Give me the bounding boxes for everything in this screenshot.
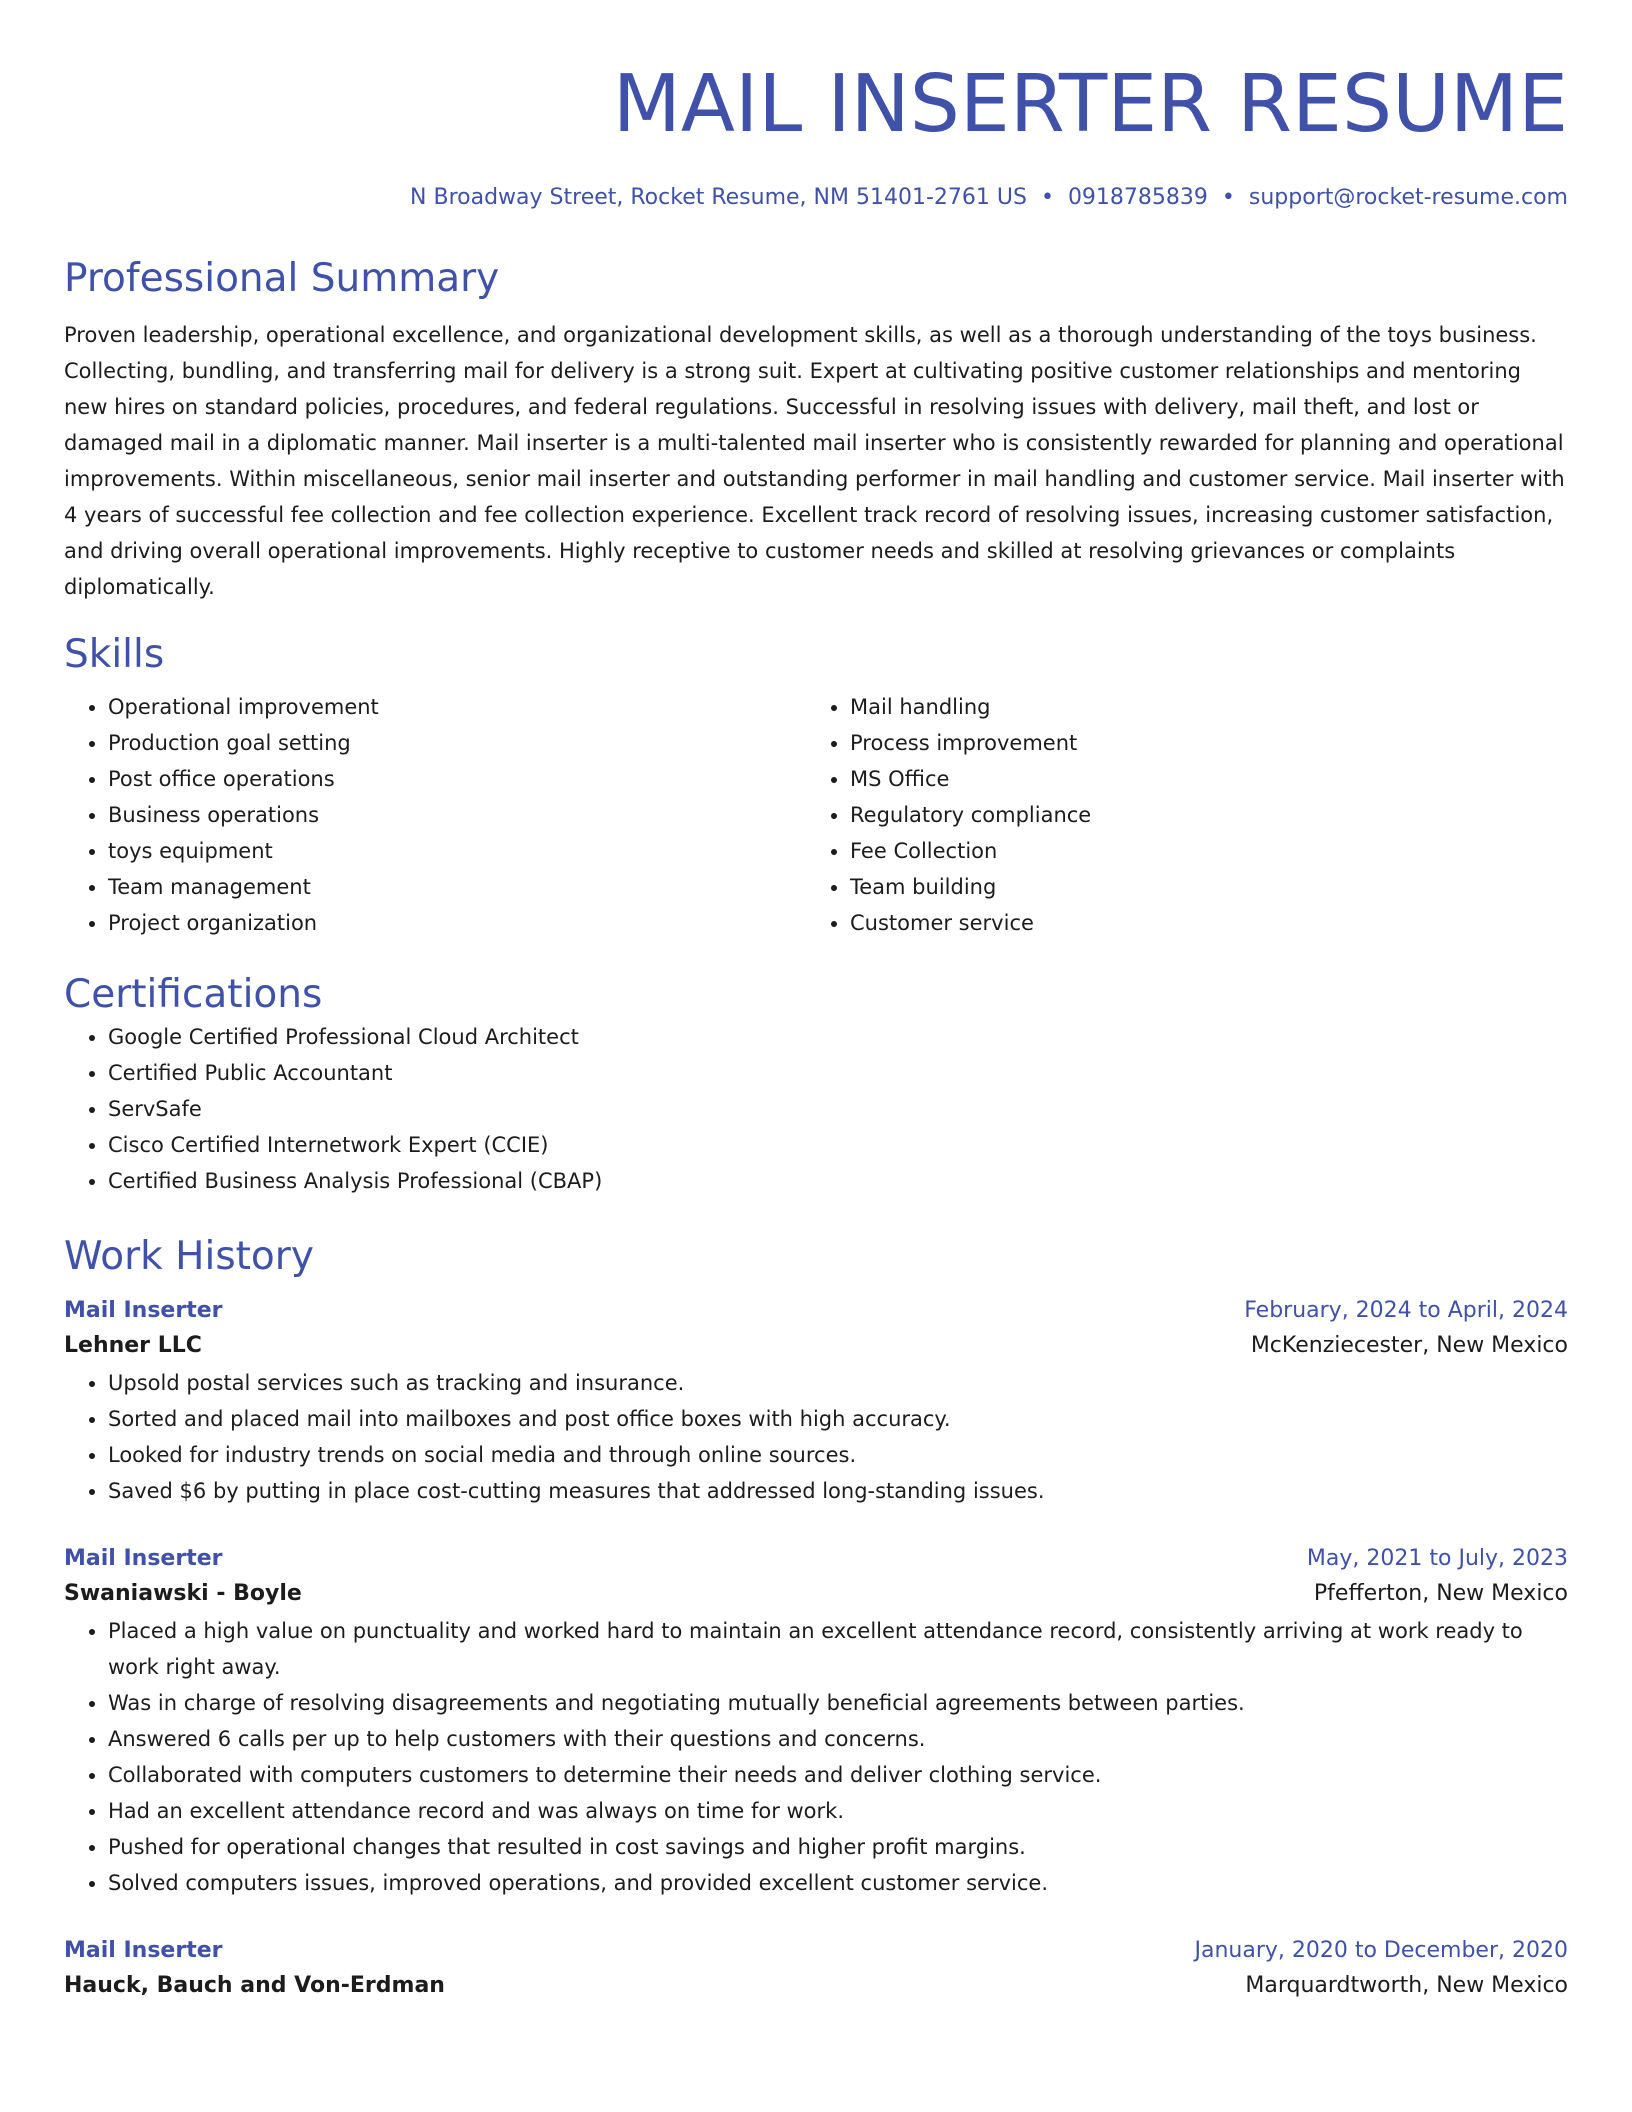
summary-text: Proven leadership, operational excellence, and organizational development skills, as well as a thorough understanding of the toys business. Collecting, bundling, and transferring mail for delivery is a strong suit. Expert at cultivating positive customer relationships and mentoring new hires on standard policies, procedures, and federal regulations. Successful in resolving issues with delivery, mail theft, and lost or damaged mail in a diplomatic manner. Mail inserter is a multi-talented mail inserter who is consistently rewarded for planning and operational improvements. Within miscellaneous, senior mail inserter and outstanding performer in mail handling and customer service. Mail inserter with 4 years of successful fee collection and fee collection experience. Excellent track record of resolving issues, increasing customer satisfaction, and driving overall operational improvements. Highly receptive to customer needs and skilled at resolving grievances or complaints diplomatically.: [64, 323, 1565, 599]
job-bullet: • Looked for industry trends on social media and through online sources.: [108, 1437, 1568, 1473]
job-header-row: [64, 1543, 1568, 1575]
job-bullet: • Answered 6 calls per up to help customers with their questions and concerns.: [108, 1721, 1568, 1757]
job-title: Mail Inserter: [64, 1546, 223, 1571]
job-location: McKenziecester, New Mexico: [1250, 1333, 1568, 1358]
job-bullet: • Saved $6 by putting in place cost-cutting measures that addressed long-standing issues.: [108, 1473, 1568, 1509]
job-bullet: • Pushed for operational changes that resulted in cost savings and higher profit margins.: [108, 1829, 1568, 1865]
skills-heading: Skills: [64, 632, 165, 677]
contact-separator: •: [1221, 185, 1235, 210]
skill-item: • Production goal setting: [108, 725, 806, 761]
skills-grid: [64, 689, 1568, 941]
job-bullet: • Solved computers issues, improved operations, and provided excellent customer service.: [108, 1865, 1568, 1901]
resume-page: [64, 0, 1568, 2005]
job-location: Pfefferton, New Mexico: [1313, 1581, 1568, 1606]
job-company-row: [64, 1575, 1568, 1613]
job-entry: [64, 1543, 1568, 1901]
contact-phone: 0918785839: [1067, 185, 1208, 210]
job-company-row: [64, 1967, 1568, 2005]
job-company: Hauck, Bauch and Von-Erdman: [64, 1973, 445, 1998]
job-location: Marquardtworth, New Mexico: [1245, 1973, 1568, 1998]
skill-item: • Post office operations: [108, 761, 806, 797]
certification-item: • Certified Public Accountant: [108, 1055, 1568, 1091]
job-bullet: • Sorted and placed mail into mailboxes and post office boxes with high accuracy.: [108, 1401, 1568, 1437]
job-company-row: [64, 1327, 1568, 1365]
certification-item: • Certified Business Analysis Professional (CBAP): [108, 1163, 1568, 1199]
certifications-heading: Certifications: [64, 972, 323, 1017]
job-company: Swaniawski - Boyle: [64, 1581, 302, 1606]
skill-item: • Customer service: [850, 905, 1548, 941]
job-header-row: [64, 1935, 1568, 1967]
skill-item: • Mail handling: [850, 689, 1548, 725]
skill-item: • Regulatory compliance: [850, 797, 1548, 833]
job-title: Mail Inserter: [64, 1938, 223, 1963]
job-company: Lehner LLC: [64, 1333, 202, 1358]
certification-item: • ServSafe: [108, 1091, 1568, 1127]
job-bullet: • Collaborated with computers customers to determine their needs and deliver clothing service.: [108, 1757, 1568, 1793]
job-dates: January, 2020 to December, 2020: [1194, 1938, 1568, 1963]
skill-item: • Process improvement: [850, 725, 1548, 761]
skill-item: • Operational improvement: [108, 689, 806, 725]
certifications-list: [64, 1019, 1568, 1199]
skills-list-right: [806, 689, 1548, 941]
job-dates: May, 2021 to July, 2023: [1306, 1546, 1568, 1571]
job-bullets: [64, 1365, 1568, 1509]
job-entry: [64, 1935, 1568, 2005]
job-title: Mail Inserter: [64, 1298, 223, 1323]
summary-heading: Professional Summary: [64, 256, 500, 301]
contact-email: support@rocket-resume.com: [1248, 185, 1568, 210]
job-bullet: • Upsold postal services such as tracking and insurance.: [108, 1365, 1568, 1401]
skill-item: • Business operations: [108, 797, 806, 833]
job-bullet: • Was in charge of resolving disagreements and negotiating mutually beneficial agreements between parties.: [108, 1685, 1568, 1721]
work-history-heading: Work History: [64, 1234, 314, 1279]
job-dates: February, 2024 to April, 2024: [1244, 1298, 1568, 1323]
skills-list-left: [64, 689, 806, 941]
contact-line: [64, 182, 1568, 214]
skill-item: • toys equipment: [108, 833, 806, 869]
skill-item: • Project organization: [108, 905, 806, 941]
job-entry: [64, 1295, 1568, 1509]
contact-address: N Broadway Street, Rocket Resume, NM 51401-2761 US: [410, 185, 1027, 210]
skill-item: • MS Office: [850, 761, 1548, 797]
skill-item: • Fee Collection: [850, 833, 1548, 869]
job-bullet: • Had an excellent attendance record and was always on time for work.: [108, 1793, 1568, 1829]
skill-item: • Team building: [850, 869, 1548, 905]
skill-item: • Team management: [108, 869, 806, 905]
job-bullet: • Placed a high value on punctuality and worked hard to maintain an excellent attendance record, consistently arriving at work ready to work right away.: [108, 1613, 1568, 1685]
certification-item: • Cisco Certified Internetwork Expert (CCIE): [108, 1127, 1568, 1163]
resume-title: MAIL INSERTER RESUME: [612, 58, 1568, 150]
certification-item: • Google Certified Professional Cloud Architect: [108, 1019, 1568, 1055]
contact-separator: •: [1040, 185, 1054, 210]
job-bullets: [64, 1613, 1568, 1901]
job-header-row: [64, 1295, 1568, 1327]
